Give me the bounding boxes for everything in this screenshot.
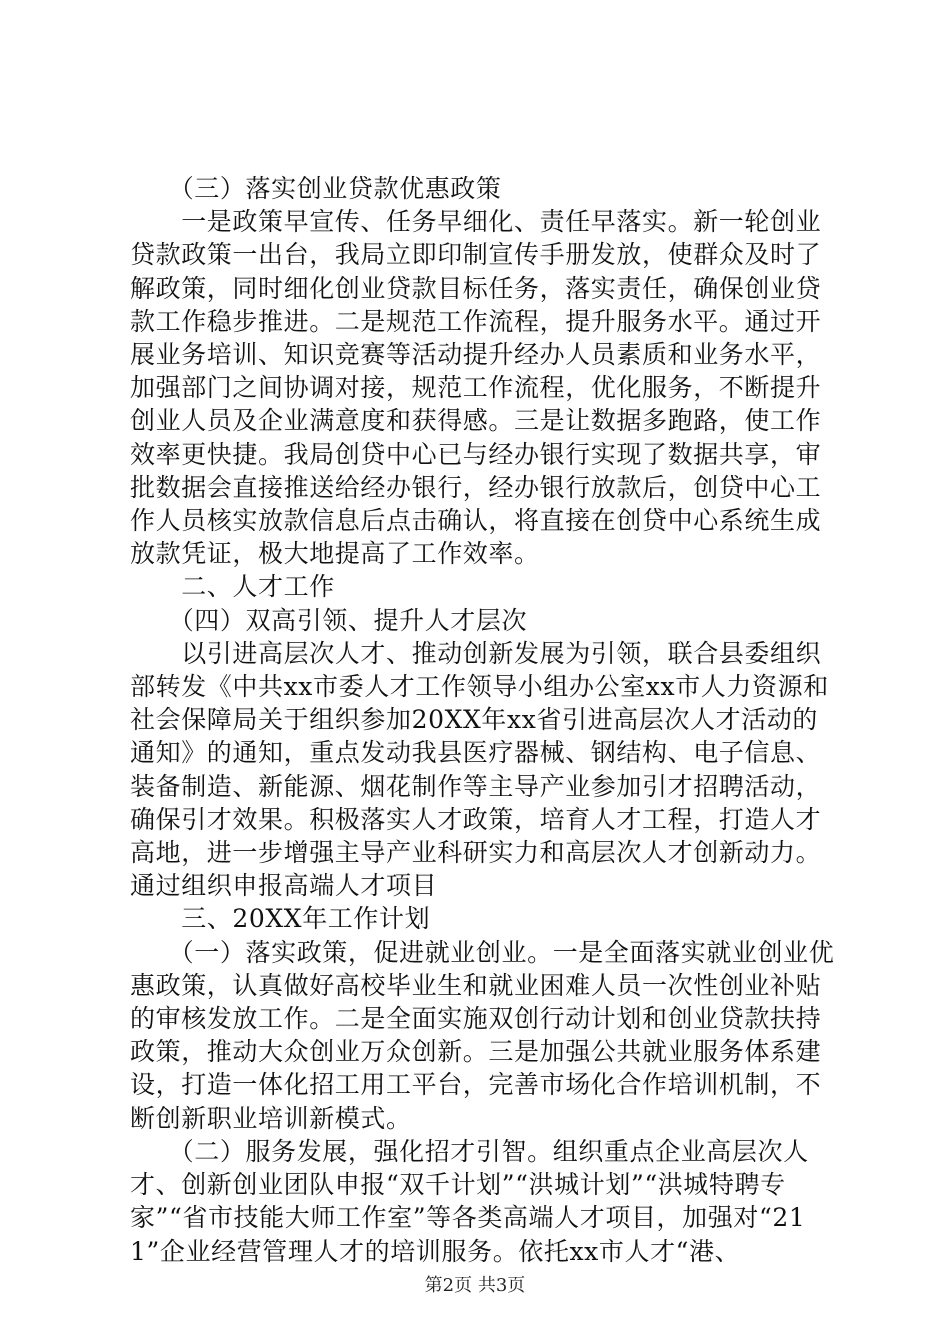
section-heading-loan-policy: （三）落实创业贷款优惠政策	[130, 174, 502, 203]
paragraph-talent-recruitment: 以引进高层次人才、推动创新发展为引领，联合县委组织部转发《中共xx市委人才工作领导小组办公室xx市人力资源和社会保障局关于组织参加20XX年xx省引进高层次人才活动的通知》的通知，重点发动我县医疗器械、钢结构、电子信息、装备制造、新能源、烟花制作等主导产业参加引才招聘活动，确保引才效果。积极落实人才政策，培育人才工程，打造人才高地，进一步增强主导产业科研实力和高层次人才创新动力。通过组织申报高端人才项目	[130, 638, 829, 901]
paragraph-talent-service: （二）服务发展，强化招才引智。组织重点企业高层次人才、创新创业团队申报“双千计划”“洪城计划”“洪城特聘专家”“省市技能大师工作室”等各类高端人才项目，加强对“211”企业经营管理人才的培训服务。依托xx市人才“港、	[130, 1136, 809, 1266]
document-body	[130, 172, 835, 1268]
paragraph-loan-policy: 一是政策早宣传、任务早细化、责任早落实。新一轮创业贷款政策一出台，我局立即印制宣传手册发放，使群众及时了解政策，同时细化创业贷款目标任务，落实责任，确保创业贷款工作稳步推进。二是规范工作流程，提升服务水平。通过开展业务培训、知识竞赛等活动提升经办人员素质和业务水平，加强部门之间协调对接，规范工作流程，优化服务，不断提升创业人员及企业满意度和获得感。三是让数据多跑路，使工作效率更快捷。我局创贷中心已与经办银行实现了数据共享，审批数据会直接推送给经办银行，经办银行放款后，创贷中心工作人员核实放款信息后点击确认，将直接在创贷中心系统生成放款凭证，极大地提高了工作效率。	[130, 207, 822, 569]
section-heading-talent-work: 二、人才工作	[130, 572, 335, 602]
page-number-footer: 第2页 共3页	[424, 1275, 526, 1296]
section-heading-work-plan: 三、20XX年工作计划	[130, 904, 431, 934]
paragraph-employment-policy: （一）落实政策，促进就业创业。一是全面落实就业创业优惠政策，认真做好高校毕业生和就业困难人员一次性创业补贴的审核发放工作。二是全面实施双创行动计划和创业贷款扶持政策，推动大众创业万众创新。三是加强公共就业服务体系建设，打造一体化招工用工平台，完善市场化合作培训机制，不断创新职业培训新模式。	[130, 937, 835, 1133]
subsection-heading-talent-level: （四）双高引领、提升人才层次	[130, 605, 528, 635]
